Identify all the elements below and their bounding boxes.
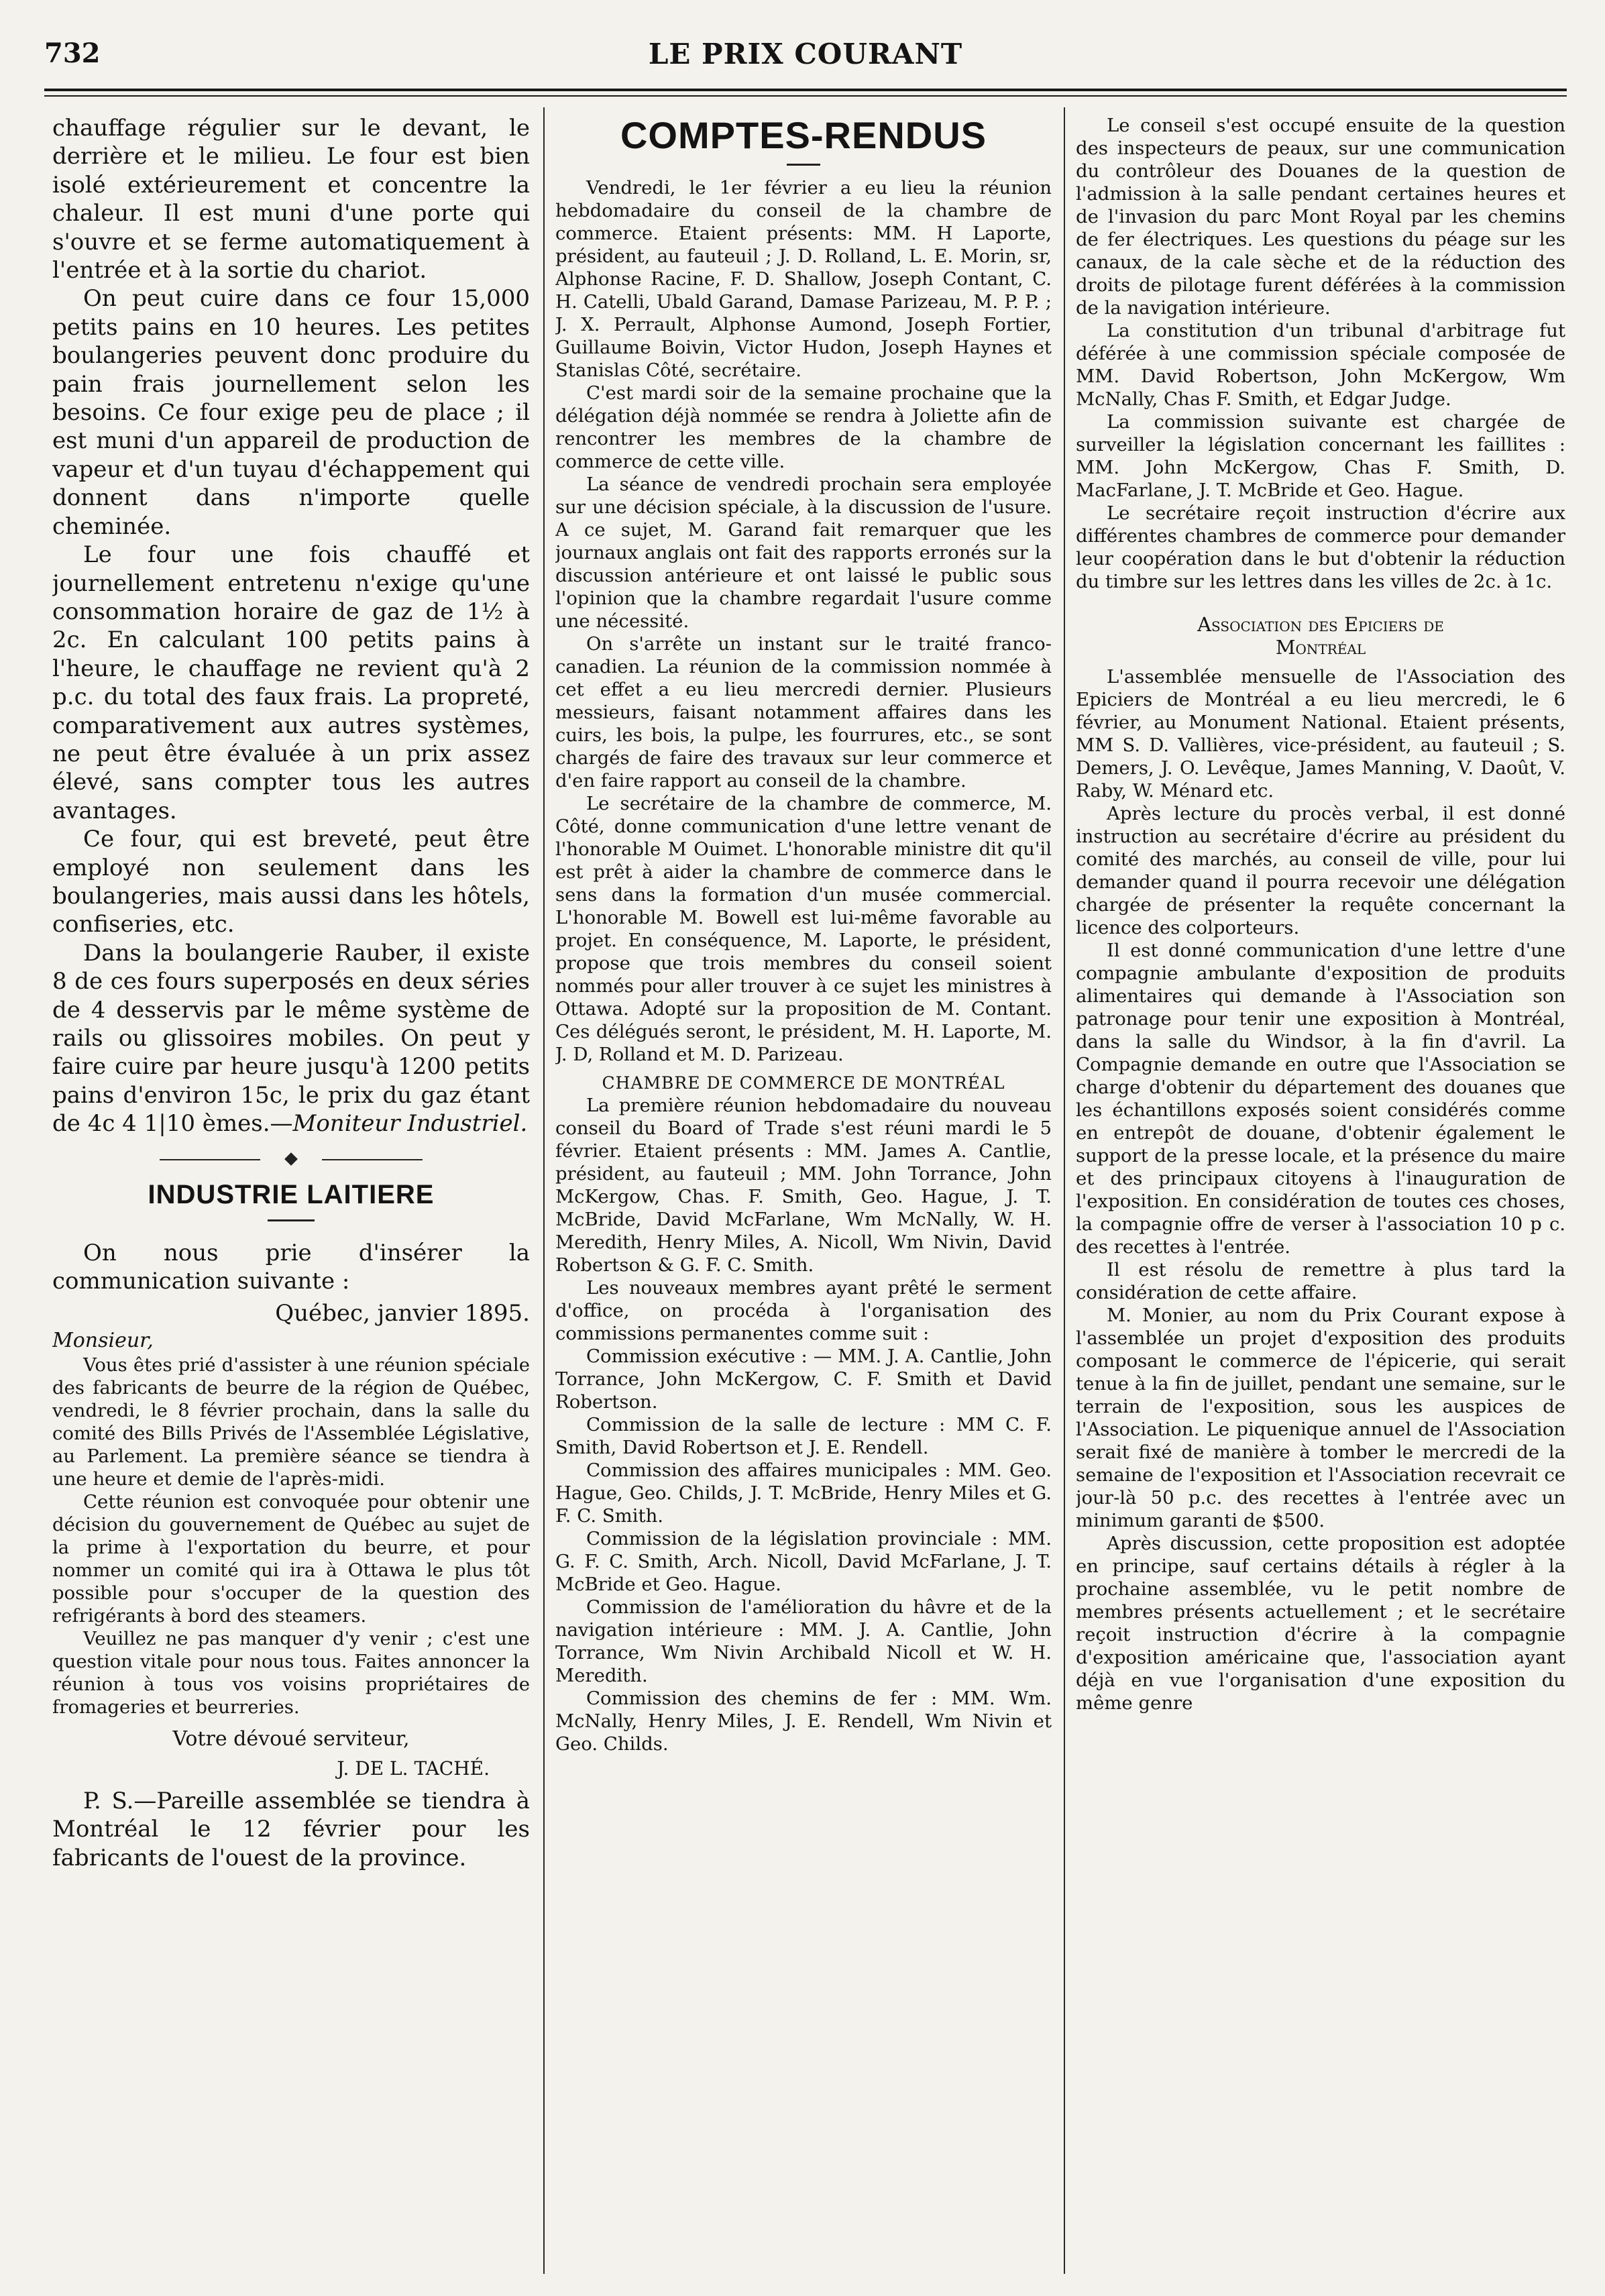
subheading: Association des Epiciers de [1197, 613, 1444, 636]
paragraph: Il est donné communication d'une lettre d'une compagnie ambulante d'exposition de produits alimentaires qui demande à l'Association son patronage pour tenir une exposition à Montréal, dans la salle du Windsor, à la fin d'avril. La Compagnie demande en outre que l'Association se charge d'obtenir du département des douanes que les échantillons exposés soient considérés comme en entrepôt de douane, d'obtenir également le support de la presse locale, et la présence du maire et des principaux citoyens à l'inauguration de l'exposition. En considération de toutes ces choses, la compagnie offre de verser à l'association 10 p c. des recettes à l'entrée. [1076, 940, 1565, 1258]
title-rule [268, 1219, 315, 1221]
paragraph: Commission de l'amélioration du hâvre et de la navigation intérieure : MM. J. A. Cantlie, John Torrance, Wm Nivin Archibald Nicoll et W. H. Meredith. [555, 1596, 1052, 1686]
postscript: P. S.—Pareille assemblée se tiendra à Montréal le 12 février pour les fabricants de l'ouest de la province. [52, 1787, 530, 1871]
paragraph: Commission de la législation provinciale : MM. G. F. C. Smith, Arch. Nicoll, David McFarlane, J. T. McBride et Geo. Hague. [555, 1528, 1052, 1595]
paragraph: Ce four, qui est breveté, peut être employé non seulement dans les boulangeries, mais aussi dans les hôtels, confiseries, etc. [52, 826, 530, 938]
closing: Votre dévoué serviteur, [172, 1727, 410, 1751]
column-divider [1064, 107, 1065, 2274]
running-title: LE PRIX COURANT [648, 38, 963, 70]
column-divider [543, 107, 545, 2274]
source-citation: Moniteur Industriel. [292, 1110, 528, 1138]
page-header [44, 35, 1567, 82]
paragraph: La constitution d'un tribunal d'arbitrage fut déférée à une commission spéciale composée de MM. David Robertson, John McKergow, Wm McNally, Chas F. Smith, et Edgar Judge. [1076, 320, 1565, 410]
paragraph: Le secrétaire de la chambre de commerce, M. Côté, donne communication d'une lettre venant de l'honorable M Ouimet. L'honorable ministre dit qu'il est prêt à aider la chambre de commerce dans le sens dans la formation d'un musée commercial. L'honorable M. Bowell est lui-même favorable au projet. En conséquence, M. Laporte, le président, propose que trois membres du conseil soient nommés pour aller trouver à ce sujet les ministres à Ottawa. Adopté sur la proposition de M. Contant. Ces délégués seront, le président, M. H. Laporte, M. J. D, Rolland et M. D. Parizeau. [555, 793, 1052, 1065]
paragraph: Commission de la salle de lecture : MM C. F. Smith, David Robertson et J. E. Rendell. [555, 1414, 1052, 1458]
title-rule [787, 164, 820, 166]
paragraph: Vendredi, le 1er février a eu lieu la réunion hebdomadaire du conseil de la chambre de commerce. Etaient présents: MM. H Laporte, président, au fauteuil ; J. D. Rolland, L. E. Morin, sr, Alphonse Racine, F. D. Shallow, Joseph Contant, C. H. Catelli, Ubald Garand, Damase Parizeau, M. P. P. ; J. X. Perrault, Alphonse Aumond, Joseph Fortier, Guillaume Boivin, Victor Hudon, Joseph Haynes et Stanislas Côté, secrétaire. [555, 177, 1052, 381]
paragraph: Après lecture du procès verbal, il est donné instruction au secrétaire d'écrire au président du comité des marchés, au conseil de ville, pour lui demander quand il pourra recevoir une délégation chargée de présenter la requête concernant la licence des colporteurs. [1076, 803, 1565, 938]
paragraph: Le four une fois chauffé et journellement entretenu n'exige qu'une consommation horaire de gaz de 1½ à 2c. En calculant 100 petits pains à l'heure, le chauffage ne revient qu'à 2 p.c. du total des faux frais. La propreté, comparativement aux autres systèmes, ne peut être évaluée à un prix assez élevé, sans compter tous les autres avantages. [52, 541, 530, 824]
intro-paragraph: On nous prie d'insérer la communication suivante : [52, 1239, 530, 1295]
paragraph: La première réunion hebdomadaire du nouveau conseil du Board of Trade s'est réuni mardi le 5 février. Etaient présents : MM. James A. Cantlie, président, au fauteuil ; MM. John Torrance, John McKergow, Chas. F. Smith, Geo. Hague, J. T. McBride, David McFarlane, Wm McNally, W. H. Meredith, Henry Miles, A. Nicoll, Wm Nivin, David Robertson & G. F. C. Smith. [555, 1095, 1052, 1276]
paragraph: On s'arrête un instant sur le traité franco-canadien. La réunion de la commission nommée à cet effet a eu lieu mercredi dernier. Plusieurs messieurs, faisant notamment affaires dans les cuirs, les bois, la pulpe, les fourrures, etc., se sont chargés de faire des travaux sur leur commerce et d'en faire rapport au conseil de la chambre. [555, 633, 1052, 791]
subheading: Montréal [1275, 636, 1366, 659]
header-rule-thin [44, 95, 1567, 97]
ornament-divider [52, 1156, 530, 1164]
letter-paragraph: Vous êtes prié d'assister à une réunion spéciale des fabricants de beurre de la région de Québec, vendredi, le 8 février prochain, dans la salle du comité des Bills Privés de l'Assemblée Législative, au Parlement. La première séance se tiendra à une heure et demie de l'après-midi. [52, 1354, 530, 1490]
paragraph: Commission exécutive : — MM. J. A. Cantlie, John Torrance, John McKergow, C. F. Smith et David Robertson. [555, 1346, 1052, 1413]
paragraph: On peut cuire dans ce four 15,000 petits pains en 10 heures. Les petites boulangeries peuvent donc produire du pain frais journellement selon les besoins. Ce four exige peu de place ; il est muni d'un appareil de production de vapeur et d'un tuyau d'échappement qui donnent dans n'importe quelle cheminée. [52, 285, 530, 540]
salutation: Monsieur, [52, 1328, 154, 1352]
section-title: COMPTES-RENDUS [620, 114, 987, 156]
column-right [1076, 114, 1565, 2260]
paragraph: La séance de vendredi prochain sera employée sur une décision spéciale, à la discussion de l'usure. A ce sujet, M. Garand fait remarquer que les journaux anglais ont fait des rapports erronés sur la discussion antérieure et ont laissé le public sous l'opinion que la chambre regardait l'usure comme une nécessité. [555, 474, 1052, 632]
page-number: 732 [44, 38, 101, 69]
paragraph: M. Monier, au nom du Prix Courant expose à l'assemblée un projet d'exposition des produits composant le commerce de l'épicerie, qui serait tenue à la fin de juillet, pendant une semaine, sur le terrain de l'exposition, sous les auspices de l'Association. Le piquenique annuel de l'Association serait fixé de manière à tomber le mercredi de la semaine de l'exposition et l'Association recevrait ce jour-là 50 p.c. des recettes à l'entrée avec un minimum garanti de $500. [1076, 1305, 1565, 1531]
column-left [52, 114, 530, 2260]
paragraph: C'est mardi soir de la semaine prochaine que la délégation déjà nommée se rendra à Joliette afin de rencontrer les membres de la chambre de commerce de cette ville. [555, 382, 1052, 472]
paragraph: Le conseil s'est occupé ensuite de la question des inspecteurs de peaux, sur une communication du contrôleur des Douanes de la question de l'admission à la salle pendant certaines heures et de l'invasion du parc Mont Royal par les chemins de fer électriques. Les questions du péage sur les canaux, de la cale sèche et de la réduction des droits de pilotage furent déférées à la commission de la navigation intérieure. [1076, 115, 1565, 319]
paragraph: La commission suivante est chargée de surveiller la législation concernant les faillites : MM. John McKergow, Chas F. Smith, D. MacFarlane, J. T. McBride et Geo. Hague. [1076, 411, 1565, 501]
letter-paragraph: Veuillez ne pas manquer d'y venir ; c'est une question vitale pour nous tous. Faites annoncer la réunion à tous vos voisins propriétaires de fromageries et beurreries. [52, 1627, 530, 1718]
column-middle [555, 114, 1052, 2260]
paragraph: Commission des chemins de fer : MM. Wm. McNally, Henry Miles, J. E. Rendell, Wm Nivin et Geo. Childs. [555, 1688, 1052, 1755]
signature: J. DE L. TACHÉ. [337, 1757, 490, 1780]
subheading: CHAMBRE DE COMMERCE DE MONTRÉAL [602, 1073, 1005, 1093]
header-rule [44, 89, 1567, 91]
paragraph: chauffage régulier sur le devant, le derrière et le milieu. Le four est bien isolé extérieurement et concentre la chaleur. Il est muni d'une porte qui s'ouvre et se ferme automatiquement à l'entrée et à la sortie du chariot. [52, 115, 530, 284]
paragraph [52, 939, 530, 1138]
paragraph: Il est résolu de remettre à plus tard la considération de cette affaire. [1076, 1259, 1565, 1303]
paragraph: Commission des affaires municipales : MM. Geo. Hague, Geo. Childs, J. T. McBride, Henry Miles et G. F. C. Smith. [555, 1460, 1052, 1527]
letter-paragraph: Cette réunion est convoquée pour obtenir une décision du gouvernement de Québec au sujet de la prime à l'exportation du beurre, et pour nommer un comité qui ira à Ottawa le plus tôt possible pour s'occuper de la question des refrigérants à bord des steamers. [52, 1490, 530, 1627]
paragraph-text: Dans la boulangerie Rauber, il existe 8 de ces fours superposés en deux séries de 4 desservis par le même système de rails ou glissoires mobiles. On peut y faire cuire par heure jusqu'à 1200 petits pains d'environ 15c, le prix du gaz étant de 4c 4 1|10 èmes.— [52, 939, 530, 1138]
section-title: INDUSTRIE LAITIERE [148, 1179, 435, 1209]
paragraph: Après discussion, cette proposition est adoptée en principe, sauf certains détails à régler à la prochaine assemblée, vu le petit nombre de membres présents actuellement ; et le secrétaire reçoit instruction d'écrire à la compagnie d'exposition américaine que, l'association ayant déjà en vue l'organisation d'une exposition du même genre [1076, 1533, 1565, 1714]
paragraph: Le secrétaire reçoit instruction d'écrire aux différentes chambres de commerce pour demander leur coopération dans le but d'obtenir la réduction du timbre sur les lettres dans les villes de 2c. à 1c. [1076, 502, 1565, 592]
dateline: Québec, janvier 1895. [275, 1300, 530, 1327]
paragraph: Les nouveaux membres ayant prêté le serment d'office, on procéda à l'organisation des commissions permanentes comme suit : [555, 1277, 1052, 1344]
paragraph: L'assemblée mensuelle de l'Association des Epiciers de Montréal a eu lieu mercredi, le 6 février, au Monument National. Etaient présents, MM S. D. Vallières, vice-président, au fauteuil ; S. Demers, J. O. Levêque, James Manning, V. Daoût, V. Raby, W. Ménard etc. [1076, 666, 1565, 802]
